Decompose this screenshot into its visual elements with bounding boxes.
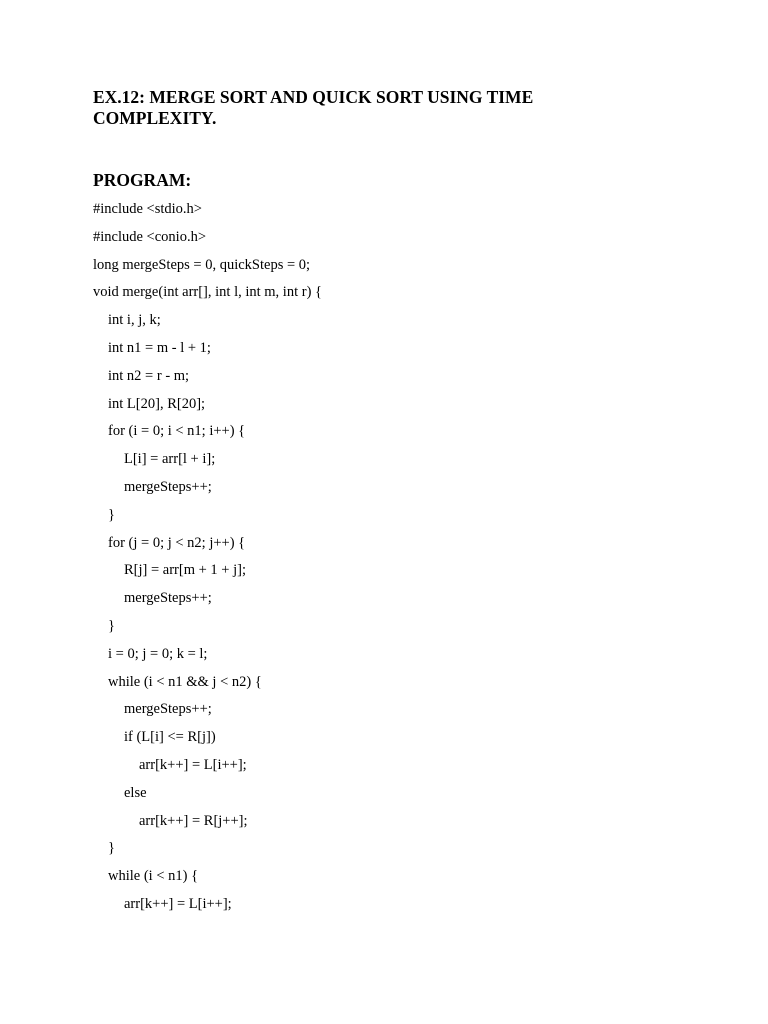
code-line: else xyxy=(124,784,147,801)
code-line: #include <stdio.h> xyxy=(93,201,202,217)
code-line: R[j] = arr[m + 1 + j]; xyxy=(124,562,246,579)
code-line: #include <conio.h> xyxy=(93,228,206,245)
code-line: while (i < n1 && j < n2) { xyxy=(108,673,262,690)
code-line: long mergeSteps = 0, quickSteps = 0; xyxy=(93,256,311,273)
code-line: int n1 = m - l + 1; xyxy=(108,339,211,356)
code-line: } xyxy=(108,840,115,857)
code-line: for (j = 0; j < n2; j++) { xyxy=(108,534,246,551)
code-line: mergeSteps++; xyxy=(124,701,212,718)
code-line: mergeSteps++; xyxy=(124,478,212,495)
code-line: while (i < n1) { xyxy=(108,868,199,885)
code-line: void merge(int arr[], int l, int m, int r) { xyxy=(93,284,322,301)
code-line: L[i] = arr[l + i]; xyxy=(124,451,216,468)
code-line: arr[k++] = L[i++]; xyxy=(124,895,232,912)
code-line: arr[k++] = R[j++]; xyxy=(139,812,248,829)
code-line: for (i = 0; i < n1; i++) { xyxy=(108,423,246,440)
code-line: arr[k++] = L[i++]; xyxy=(139,756,247,773)
code-line: int L[20], R[20]; xyxy=(108,395,206,412)
code-line: i = 0; j = 0; k = l; xyxy=(108,645,208,662)
code-line: mergeSteps++; xyxy=(124,590,212,607)
program-heading: PROGRAM: xyxy=(93,170,192,190)
code-line: } xyxy=(108,506,115,523)
code-line: } xyxy=(108,617,115,634)
code-line: int n2 = r - m; xyxy=(108,367,190,384)
code-line: int i, j, k; xyxy=(108,312,161,329)
code-listing xyxy=(93,200,322,923)
code-line: if (L[i] <= R[j]) xyxy=(124,729,216,746)
document-title: EX.12: MERGE SORT AND QUICK SORT USING TIME COMPLEXITY. xyxy=(93,87,534,128)
